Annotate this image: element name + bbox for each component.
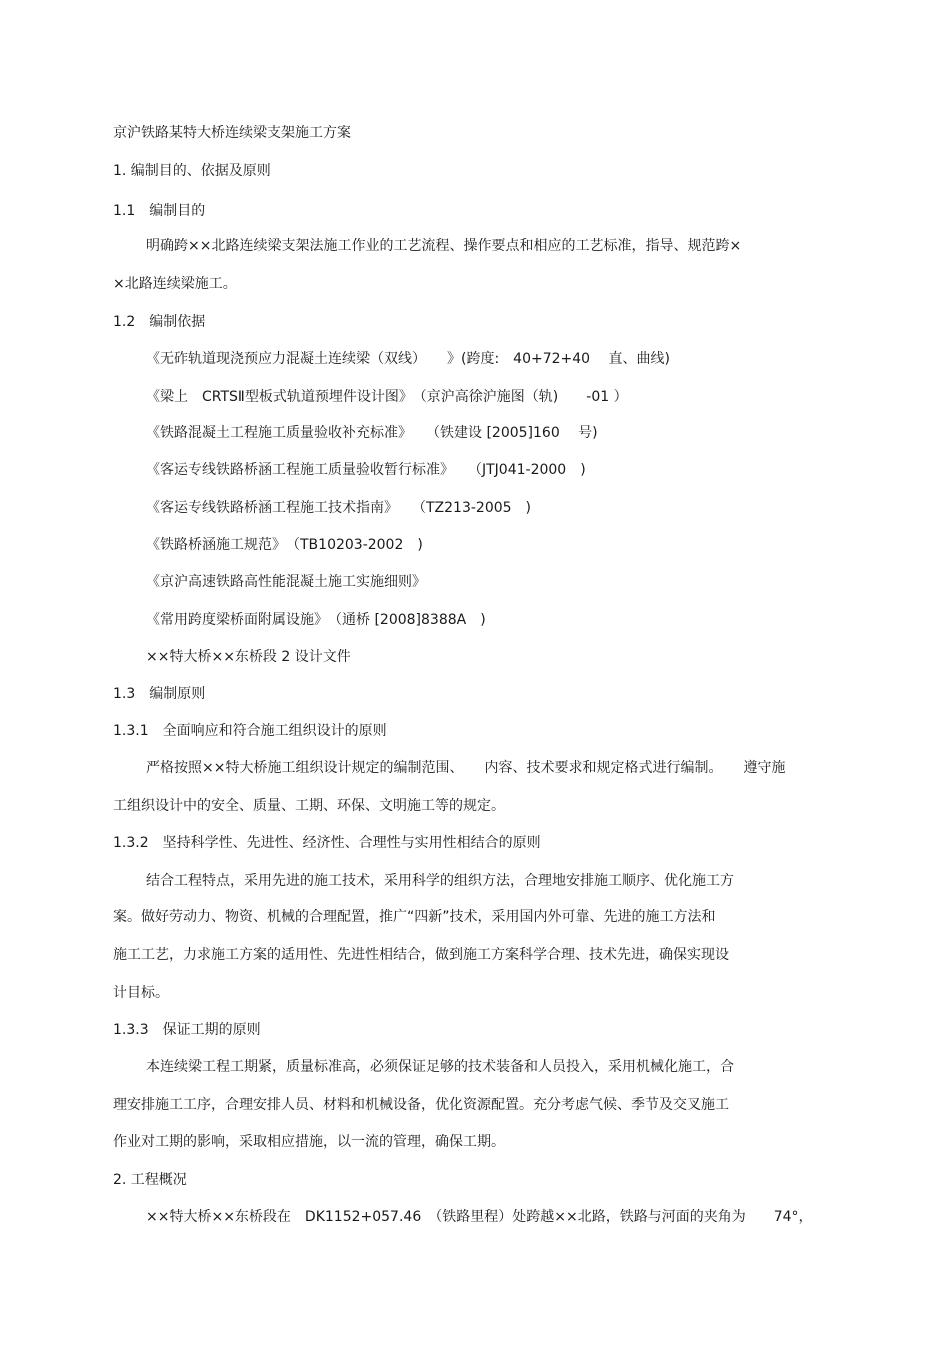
document-line: 《无砟轨道现浇预应力混凝土连续梁（双线） 》(跨度: 40+72+40 直、曲线) — [146, 351, 670, 367]
document-line: 1.2 编制依据 — [113, 314, 206, 330]
document-line: 《铁路混凝土工程施工质量验收补充标准》 （铁建设 [2005]160 号) — [146, 425, 598, 441]
document-line: 《客运专线铁路桥涵工程施工技术指南》 （TZ213-2005 ) — [146, 500, 532, 516]
document-line: ××特大桥××东桥段在 DK1152+057.46 （铁路里程）处跨越××北路，铁路与河面的夹角为 74°， — [146, 1209, 813, 1225]
document-line: 《常用跨度梁桥面附属设施》 （通桥 [2008]8388A ) — [146, 612, 486, 628]
document-line: 《京沪高速铁路高性能混凝土施工实施细则》 — [146, 574, 426, 590]
document-line: 1.3.1 全面响应和符合施工组织设计的原则 — [113, 723, 387, 739]
document-line: 《铁路桥涵施工规范》 （TB10203-2002 ) — [146, 537, 423, 553]
document-line: 严格按照××特大桥施工组织设计规定的编制范围、 内容、技术要求和规定格式进行编制。 遵守施 — [146, 760, 786, 776]
document-line: ××特大桥××东桥段 2 设计文件 — [146, 649, 351, 665]
document-line: 计目标。 — [113, 985, 169, 1001]
document-line: 《客运专线铁路桥涵工程施工质量验收暂行标准》 （JTJ041-2000 ) — [146, 462, 586, 478]
document-line: 1. 编制目的、依据及原则 — [113, 163, 271, 179]
document-line: 1.3 编制原则 — [113, 686, 206, 702]
document-line: 本连续梁工程工期紧，质量标准高，必须保证足够的技术装备和人员投入，采用机械化施工，合 — [146, 1059, 734, 1075]
document-line: 案。做好劳动力、物资、机械的合理配置，推广“四新”技术，采用国内外可靠、先进的施工方法和 — [113, 909, 716, 925]
document-line: 明确跨××北路连续梁支架法施工作业的工艺流程、操作要点和相应的工艺标准，指导、规范跨× — [146, 238, 742, 254]
document-title: 京沪铁路某特大桥连续梁支架施工方案 — [113, 125, 351, 141]
document-line: 2. 工程概况 — [113, 1172, 187, 1188]
document-line: 1.3.2 坚持科学性、先进性、经济性、合理性与实用性相结合的原则 — [113, 835, 541, 851]
document-line: 作业对工期的影响，采取相应措施，以一流的管理，确保工期。 — [113, 1134, 505, 1150]
document-line: 1.1 编制目的 — [113, 203, 206, 219]
document-line: ×北路连续梁施工。 — [113, 276, 237, 292]
document-line: 《梁上 CRTSⅡ型板式轨道预埋件设计图》 （京沪高徐沪施图（轨) -01 ） — [146, 389, 628, 405]
document-line: 理安排施工工序，合理安排人员、材料和机械设备，优化资源配置。充分考虑气候、季节及交叉施工 — [113, 1097, 729, 1113]
document-line: 工组织设计中的安全、质量、工期、环保、文明施工等的规定。 — [113, 798, 505, 814]
document-line: 结合工程特点，采用先进的施工技术，采用科学的组织方法，合理地安排施工顺序、优化施工方 — [146, 873, 734, 889]
document-line: 施工工艺，力求施工方案的适用性、先进性相结合，做到施工方案科学合理、技术先进，确保实现设 — [113, 947, 729, 963]
document-line: 1.3.3 保证工期的原则 — [113, 1022, 261, 1038]
